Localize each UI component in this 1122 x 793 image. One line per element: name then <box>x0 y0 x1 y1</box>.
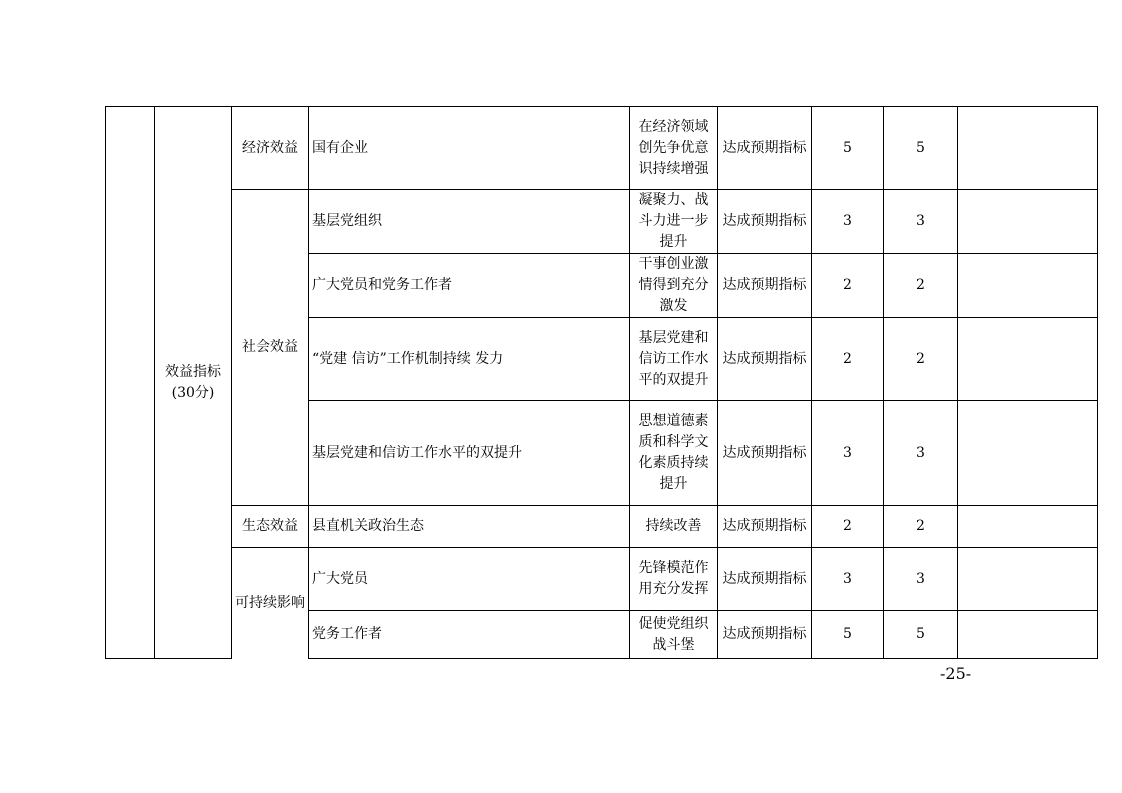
score-cell: 2 <box>884 254 958 318</box>
indicator-cell: 党务工作者 <box>309 611 630 659</box>
note-cell <box>958 611 1098 659</box>
level3-category-cell: 生态效益 <box>232 506 309 548</box>
score-cell: 3 <box>884 190 958 254</box>
target-cell: 思想道德素质和科学文化素质持续提升 <box>630 401 718 506</box>
score-cell: 2 <box>884 506 958 548</box>
result-cell: 达成预期指标 <box>718 401 812 506</box>
target-cell: 促使党组织战斗堡 <box>630 611 718 659</box>
level3-category-cell: 可持续影响 <box>232 548 309 659</box>
target-cell: 基层党建和信访工作水平的双提升 <box>630 318 718 401</box>
result-cell: 达成预期指标 <box>718 611 812 659</box>
result-cell: 达成预期指标 <box>718 506 812 548</box>
indicator-cell: “党建 信访”工作机制持续 发力 <box>309 318 630 401</box>
table-row <box>106 506 1098 548</box>
score-cell: 3 <box>884 401 958 506</box>
weight-cell: 2 <box>812 254 884 318</box>
note-cell <box>958 318 1098 401</box>
level3-category-cell: 经济效益 <box>232 107 309 190</box>
result-cell: 达成预期指标 <box>718 190 812 254</box>
table-row <box>106 548 1098 611</box>
indicator-cell: 广大党员 <box>309 548 630 611</box>
target-cell: 持续改善 <box>630 506 718 548</box>
indicator-cell: 县直机关政治生态 <box>309 506 630 548</box>
target-cell: 先锋模范作用充分发挥 <box>630 548 718 611</box>
indicator-cell: 基层党建和信访工作水平的双提升 <box>309 401 630 506</box>
score-cell: 5 <box>884 107 958 190</box>
result-cell: 达成预期指标 <box>718 107 812 190</box>
note-cell <box>958 107 1098 190</box>
indicator-cell: 国有企业 <box>309 107 630 190</box>
target-cell: 干事创业激情得到充分激发 <box>630 254 718 318</box>
weight-cell: 3 <box>812 190 884 254</box>
result-cell: 达成预期指标 <box>718 318 812 401</box>
weight-cell: 5 <box>812 107 884 190</box>
note-cell <box>958 190 1098 254</box>
indicator-cell: 广大党员和党务工作者 <box>309 254 630 318</box>
target-cell: 凝聚力、战斗力进一步提升 <box>630 190 718 254</box>
level2-indicator-cell: 效益指标(30分) <box>155 107 232 659</box>
target-cell: 在经济领域创先争优意识持续增强 <box>630 107 718 190</box>
level3-category-cell: 社会效益 <box>232 190 309 506</box>
score-cell: 2 <box>884 318 958 401</box>
level1-indicator-cell <box>106 107 155 659</box>
indicator-cell: 基层党组织 <box>309 190 630 254</box>
weight-cell: 3 <box>812 548 884 611</box>
score-cell: 5 <box>884 611 958 659</box>
weight-cell: 5 <box>812 611 884 659</box>
result-cell: 达成预期指标 <box>718 254 812 318</box>
weight-cell: 3 <box>812 401 884 506</box>
note-cell <box>958 506 1098 548</box>
note-cell <box>958 254 1098 318</box>
table-row <box>106 107 1098 190</box>
performance-indicator-table <box>105 106 1098 659</box>
note-cell <box>958 548 1098 611</box>
weight-cell: 2 <box>812 506 884 548</box>
score-cell: 3 <box>884 548 958 611</box>
note-cell <box>958 401 1098 506</box>
weight-cell: 2 <box>812 318 884 401</box>
page-number: -25- <box>940 664 972 683</box>
result-cell: 达成预期指标 <box>718 548 812 611</box>
table-row <box>106 190 1098 254</box>
